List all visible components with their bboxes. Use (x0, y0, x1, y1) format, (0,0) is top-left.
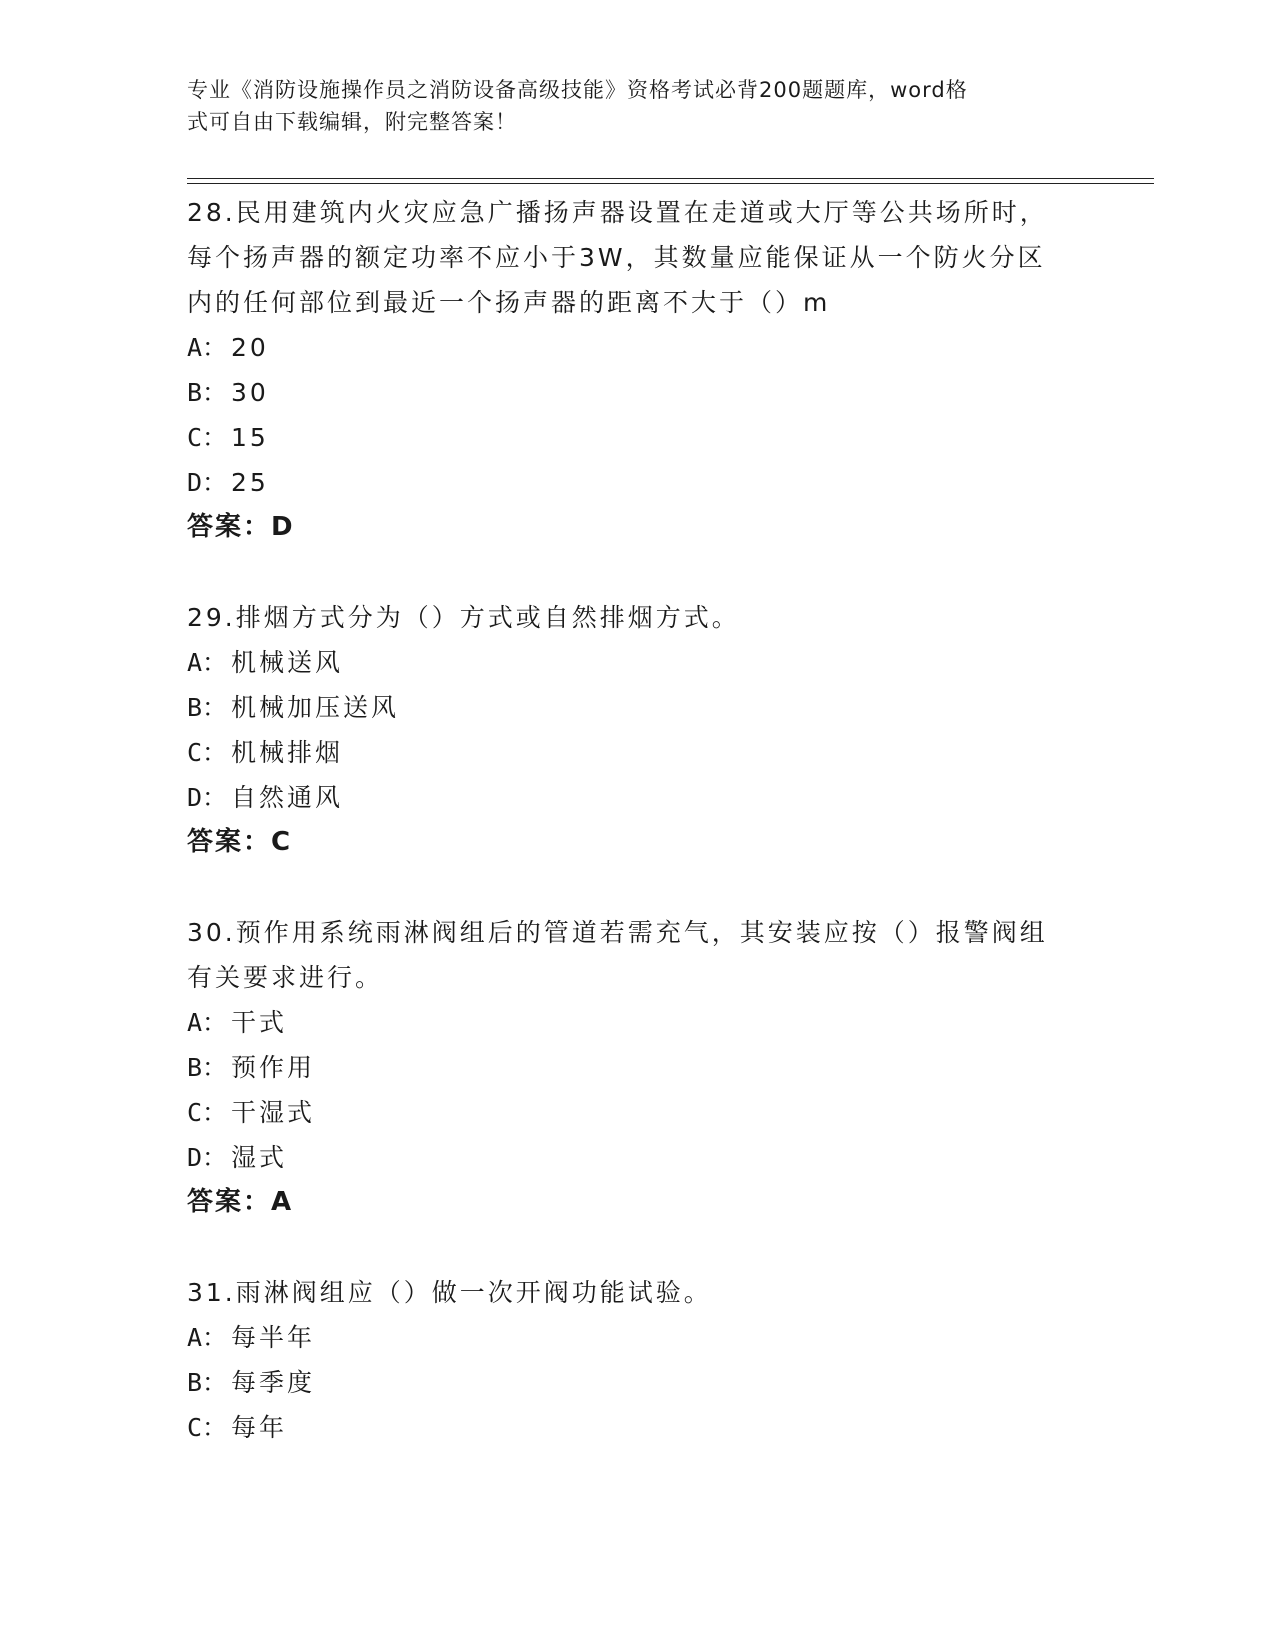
option-text: 干湿式 (231, 1098, 316, 1127)
header-divider-bottom (187, 183, 1154, 184)
header-line-1: 专业《消防设施操作员之消防设备高级技能》资格考试必背200题题库，word格 (187, 78, 968, 102)
option-letter: C： (187, 423, 228, 452)
option-letter: D： (187, 1143, 228, 1172)
question-text-line: 28.民用建筑内火灾应急广播扬声器设置在走道或大厅等公共场所时， (187, 198, 1048, 227)
option-text: 湿式 (231, 1143, 288, 1172)
option-a (187, 1000, 1087, 1045)
option-text: 自然通风 (231, 783, 344, 812)
document-header (187, 74, 1067, 138)
question-text-line: 每个扬声器的额定功率不应小于3W，其数量应能保证从一个防火分区 (187, 243, 1046, 272)
option-d (187, 1135, 1087, 1180)
option-text: 每半年 (231, 1323, 316, 1352)
question-text-line: 31.雨淋阀组应（）做一次开阀功能试验。 (187, 1278, 712, 1307)
question-text-line: 29.排烟方式分为（）方式或自然排烟方式。 (187, 603, 740, 632)
option-c (187, 415, 1087, 460)
header-divider-top (187, 178, 1154, 179)
option-a (187, 640, 1087, 685)
option-c (187, 730, 1087, 775)
option-a (187, 1315, 1087, 1360)
option-text: 15 (231, 423, 269, 452)
option-letter: A： (187, 1008, 228, 1037)
option-letter: C： (187, 738, 228, 767)
option-text: 20 (231, 333, 269, 362)
option-letter: B： (187, 1053, 228, 1082)
question-29 (187, 595, 1087, 865)
question-text-line: 30.预作用系统雨淋阀组后的管道若需充气，其安装应按（）报警阀组 (187, 918, 1048, 947)
answer-line: 答案：A (187, 1187, 294, 1217)
option-letter: A： (187, 333, 228, 362)
option-letter: B： (187, 1368, 228, 1397)
question-text-line: 内的任何部位到最近一个扬声器的距离不大于（）m (187, 288, 831, 317)
option-text: 30 (231, 378, 269, 407)
option-c (187, 1090, 1087, 1135)
option-text: 机械送风 (231, 648, 344, 677)
option-text: 干式 (231, 1008, 288, 1037)
option-a (187, 325, 1087, 370)
answer-line: 答案：C (187, 827, 293, 857)
question-31 (187, 1270, 1087, 1450)
option-letter: A： (187, 648, 228, 677)
question-30 (187, 910, 1087, 1225)
option-text: 机械排烟 (231, 738, 344, 767)
option-c (187, 1405, 1087, 1450)
option-text: 25 (231, 468, 269, 497)
answer-line: 答案：D (187, 512, 295, 542)
option-text: 每年 (231, 1413, 288, 1442)
question-28 (187, 190, 1087, 550)
option-d (187, 775, 1087, 820)
option-letter: D： (187, 783, 228, 812)
option-letter: A： (187, 1323, 228, 1352)
option-letter: C： (187, 1098, 228, 1127)
option-text: 每季度 (231, 1368, 316, 1397)
question-text-line: 有关要求进行。 (187, 963, 384, 992)
option-letter: C： (187, 1413, 228, 1442)
option-b (187, 685, 1087, 730)
option-letter: B： (187, 693, 228, 722)
option-letter: B： (187, 378, 228, 407)
question-list (187, 190, 1087, 1450)
option-text: 机械加压送风 (231, 693, 400, 722)
option-letter: D： (187, 468, 228, 497)
option-text: 预作用 (231, 1053, 316, 1082)
option-d (187, 460, 1087, 505)
question-spacer (187, 550, 1087, 595)
option-b (187, 370, 1087, 415)
header-line-2: 式可自由下载编辑，附完整答案！ (187, 110, 517, 134)
option-b (187, 1045, 1087, 1090)
option-b (187, 1360, 1087, 1405)
question-spacer (187, 1225, 1087, 1270)
question-spacer (187, 865, 1087, 910)
